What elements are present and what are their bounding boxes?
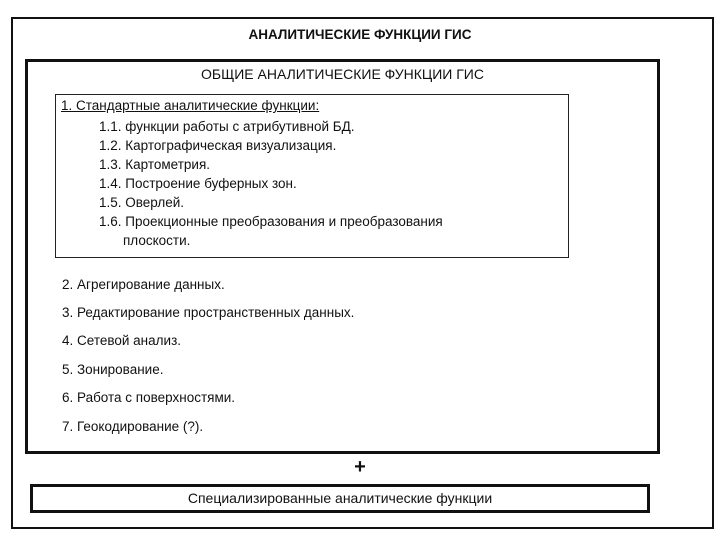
standard-item: 1.6. Проекционные преобразования и преобразования xyxy=(99,214,443,229)
function-item: 4. Сетевой анализ. xyxy=(62,333,182,348)
standard-item: 1.3. Картометрия. xyxy=(99,157,211,172)
standard-item: 1.1. функции работы с атрибутивной БД. xyxy=(99,119,355,134)
standard-functions-heading: 1. Стандартные аналитические функции: xyxy=(61,98,320,113)
function-item: 5. Зонирование. xyxy=(62,362,164,377)
diagram-title: АНАЛИТИЧЕСКИЕ ФУНКЦИИ ГИС xyxy=(248,27,472,42)
standard-item: 1.5. Оверлей. xyxy=(99,195,185,210)
standard-item-continuation: плоскости. xyxy=(123,233,191,248)
standard-item: 1.2. Картографическая визуализация. xyxy=(99,138,337,153)
plus-sign: + xyxy=(354,456,366,478)
function-item: 7. Геокодирование (?). xyxy=(62,419,204,434)
standard-item: 1.4. Построение буферных зон. xyxy=(99,176,297,191)
specialized-functions-box: Специализированные аналитические функции xyxy=(30,484,650,513)
general-functions-title: ОБЩИЕ АНАЛИТИЧЕСКИЕ ФУНКЦИИ ГИС xyxy=(201,66,484,82)
function-item: 2. Агрегирование данных. xyxy=(62,277,225,292)
function-item: 6. Работа с поверхностями. xyxy=(62,390,236,405)
function-item: 3. Редактирование пространственных данных. xyxy=(62,305,355,320)
